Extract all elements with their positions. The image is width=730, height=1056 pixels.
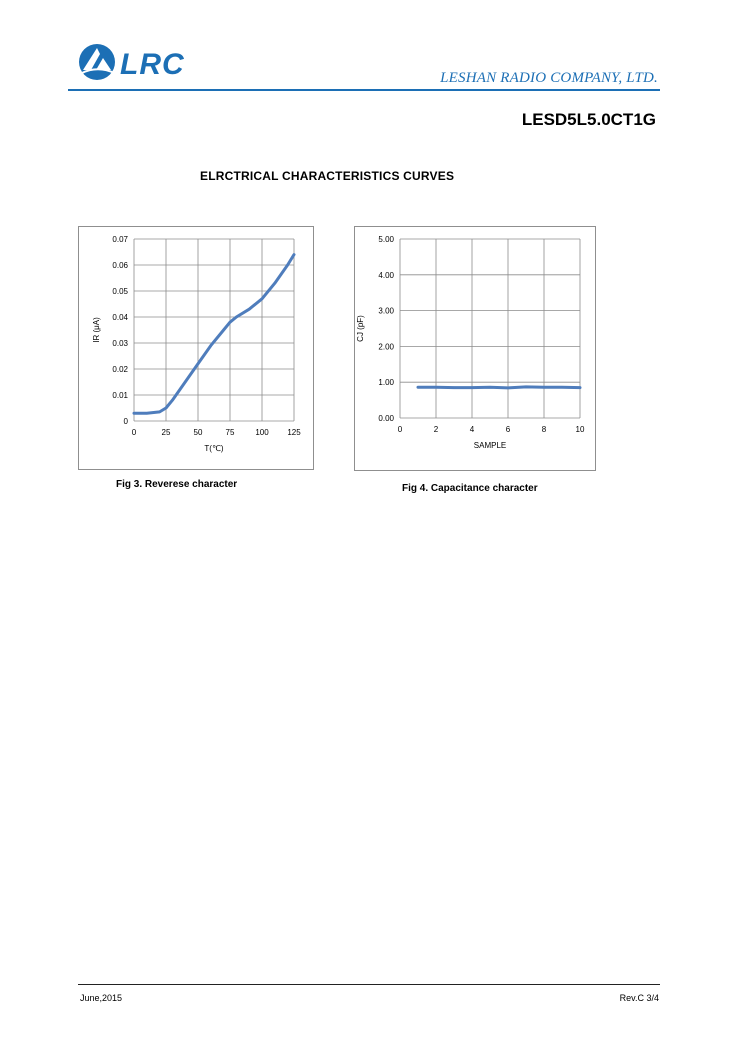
data-point (146, 412, 148, 414)
y-tick-label: 0.06 (112, 261, 128, 270)
series-line (134, 255, 294, 414)
footer-divider (78, 984, 660, 985)
data-point (222, 329, 224, 331)
x-tick-label: 6 (505, 425, 511, 434)
data-point (435, 386, 437, 388)
data-point (184, 381, 186, 383)
chart-caption: Fig 3. Reverese character (116, 479, 238, 490)
data-point (229, 321, 231, 323)
data-point (417, 386, 419, 388)
y-tick-label: 0.02 (112, 365, 128, 374)
y-tick-label: 1.00 (378, 378, 394, 388)
y-tick-label: 0.00 (378, 414, 394, 423)
y-tick-label: 2.00 (378, 342, 394, 352)
data-point (158, 411, 160, 413)
x-tick-label: 4 (469, 425, 475, 434)
y-tick-label: 3.00 (378, 306, 394, 316)
chart-capacitance-svg (355, 227, 595, 470)
y-tick-label: 0.07 (112, 235, 128, 244)
x-tick-label: 50 (193, 428, 203, 437)
footer-date: June,2015 (80, 993, 123, 1003)
data-point (561, 386, 563, 388)
data-point (165, 407, 167, 409)
x-tick-label: 0 (131, 428, 137, 437)
data-point (453, 386, 455, 388)
section-title: ELRCTRICAL CHARACTERISTICS CURVES (200, 169, 455, 183)
y-tick-label: 0.04 (112, 313, 128, 322)
footer-revision: Rev.C 3/4 (619, 993, 659, 1003)
x-axis-label: SAMPLE (473, 441, 507, 450)
part-number: LESD5L5.0CT1G (521, 110, 656, 129)
data-point (489, 386, 491, 388)
data-point (471, 386, 473, 388)
x-tick-label: 8 (541, 425, 547, 434)
x-tick-label: 100 (255, 428, 269, 437)
x-axis-label: T(℃) (204, 444, 224, 453)
x-tick-label: 10 (575, 425, 585, 434)
y-tick-label: 0.05 (112, 287, 128, 296)
data-point (171, 399, 173, 401)
y-tick-label: 0.01 (112, 391, 128, 400)
x-tick-label: 0 (397, 425, 403, 434)
chart-reverse-current-svg (79, 227, 313, 469)
chart-reverse-current (78, 226, 314, 470)
data-point (525, 386, 527, 388)
data-point (210, 344, 212, 346)
data-point (543, 386, 545, 388)
data-point (579, 386, 581, 388)
data-point (286, 264, 288, 266)
data-point (274, 282, 276, 284)
y-tick-label: 5.00 (378, 235, 394, 244)
y-tick-label: 0 (123, 417, 128, 426)
y-axis-label: IR (μA) (92, 317, 101, 343)
y-tick-label: 4.00 (378, 270, 394, 280)
data-point (235, 316, 237, 318)
y-tick-label: 0.03 (112, 339, 128, 348)
chart-caption: Fig 4. Capacitance character (402, 483, 538, 494)
data-point (261, 298, 263, 300)
x-tick-label: 2 (433, 425, 439, 434)
data-point (133, 412, 135, 414)
header-divider (68, 89, 660, 91)
company-name: LESHAN RADIO COMPANY, LTD. (440, 70, 658, 86)
x-tick-label: 125 (287, 428, 301, 437)
x-tick-label: 75 (225, 428, 235, 437)
chart-capacitance (354, 226, 596, 471)
series-line (418, 387, 580, 388)
logo-text: LRC (120, 48, 185, 81)
data-point (507, 387, 509, 389)
data-point (197, 363, 199, 365)
y-axis-label: CJ (pF) (356, 315, 365, 342)
x-tick-label: 25 (161, 428, 171, 437)
data-point (248, 308, 250, 310)
lrc-logo (76, 40, 206, 88)
data-point (293, 253, 295, 255)
